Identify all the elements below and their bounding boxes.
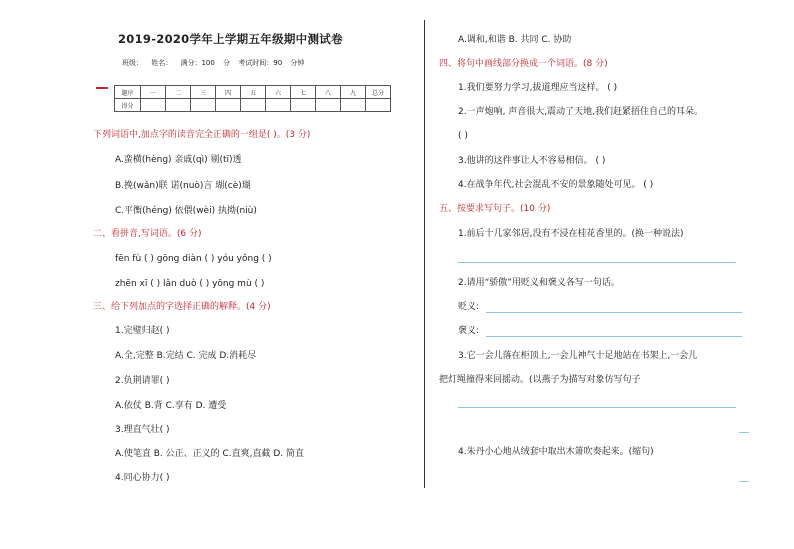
- q5-label-commendatory: 褒义:: [458, 326, 480, 336]
- q1-option-a: A.蛮横(hèng) 亲戚(qì) 剔(tī)透: [115, 155, 242, 165]
- score-input-cell[interactable]: [266, 99, 291, 112]
- q1-heading: 下列词语中,加点字的读音完全正确的一组是( )。(3 分): [93, 130, 311, 140]
- q2-pinyin-line-1: fēn fù ( ) gōng diàn ( ) yóu yǒng ( ): [115, 254, 272, 264]
- q3-item: 3.理直气壮( ): [115, 425, 170, 435]
- score-input-cell[interactable]: [191, 99, 216, 112]
- q2-heading: 二、看拼音,写词语。(6 分): [93, 229, 202, 239]
- q3-item: 2.负荆请罪( ): [115, 376, 170, 386]
- q4-answer-blank[interactable]: ( ): [458, 131, 468, 141]
- answer-line[interactable]: [739, 481, 749, 482]
- answer-line[interactable]: [458, 262, 736, 263]
- q4-item: 2.一声炮响, 声音很大,震动了天地,我们赶紧捂住自己的耳朵。: [458, 107, 704, 117]
- q4-item: 1.我们要努力学习,拔道理应当这样。 ( ): [458, 83, 618, 93]
- score-table: [114, 85, 391, 112]
- q3-item: A.使笔直 B. 公正、正义的 C.直爽,直截 D. 简直: [115, 449, 304, 459]
- section-marker: [96, 81, 109, 91]
- score-table-score-row: [115, 99, 391, 112]
- q3-item: 4.同心协力( ): [115, 473, 170, 483]
- q4-item: 4.在战争年代,社会混乱不安的景象随处可见。 ( ): [458, 180, 654, 190]
- score-input-cell[interactable]: [366, 99, 391, 112]
- score-input-cell[interactable]: [141, 99, 166, 112]
- q5-item: 2.请用“骄傲”用贬义和褒义各写一句话。: [458, 278, 620, 288]
- answer-line[interactable]: [739, 432, 749, 433]
- score-cell: 九: [341, 86, 366, 99]
- q1-option-c: C.平衡(héng) 依偎(wèi) 执拗(niù): [115, 206, 257, 216]
- exam-meta: 班级： 姓名： 满分：100 分 考试时间：90 分钟: [122, 59, 305, 67]
- q3-item: 1.完璧归赵( ): [115, 326, 170, 336]
- score-cell: 得分: [115, 99, 141, 112]
- score-input-cell[interactable]: [241, 99, 266, 112]
- q5-item: 3.它一会儿落在柜顶上,一会儿神气十足地站在书架上,一会儿: [458, 351, 698, 361]
- q4-heading: 四、将句中画线部分换成一个词语。(8 分): [439, 59, 608, 69]
- column-divider: [424, 20, 425, 488]
- score-cell: 七: [291, 86, 316, 99]
- q5-label-derogatory: 贬义:: [458, 302, 480, 312]
- score-input-cell[interactable]: [216, 99, 241, 112]
- score-cell: 总分: [366, 86, 391, 99]
- score-cell: 五: [241, 86, 266, 99]
- answer-line[interactable]: [486, 312, 742, 313]
- q5-item: 4.朱丹小心地从绒套中取出木箫吹奏起来。(缩句): [458, 447, 654, 457]
- exam-title: 2019-2020学年上学期五年级期中测试卷: [118, 32, 343, 46]
- q1-option-b: B.挽(wǎn)联 诺(nuò)言 瑚(cè)瑚: [115, 181, 251, 191]
- score-input-cell[interactable]: [291, 99, 316, 112]
- q3-options-continued: A.调和,和谐 B. 共同 C. 协助: [458, 35, 572, 45]
- q3-heading: 三、给下列加点的字选择正确的解释。(4 分): [93, 302, 271, 312]
- score-table-header-row: [115, 86, 391, 99]
- score-cell: 三: [191, 86, 216, 99]
- q3-item: A.全,完整 B.完结 C. 完成 D.消耗尽: [115, 351, 257, 361]
- score-cell: 二: [166, 86, 191, 99]
- score-cell: 八: [316, 86, 341, 99]
- score-cell: 一: [141, 86, 166, 99]
- q5-item: 1.前后十几家邻居,没有不浸在桂花香里的。(换一种说法): [458, 229, 684, 239]
- score-input-cell[interactable]: [316, 99, 341, 112]
- q2-pinyin-line-2: zhēn xī ( ) lǎn duò ( ) yōng mù ( ): [115, 279, 265, 289]
- score-cell: 题序: [115, 86, 141, 99]
- q5-item: 把灯绳撞得来回摇动。(以燕子为描写对象仿写句子: [439, 375, 641, 385]
- score-input-cell[interactable]: [166, 99, 191, 112]
- q3-item: A.依仗 B.背 C.享有 D. 遭受: [115, 401, 227, 411]
- answer-line[interactable]: [458, 407, 736, 408]
- score-cell: 六: [266, 86, 291, 99]
- score-cell: 四: [216, 86, 241, 99]
- q4-item: 3.他讲的这件事让人不容易相信。 ( ): [458, 156, 606, 166]
- score-input-cell[interactable]: [341, 99, 366, 112]
- q5-heading: 五、按要求写句子。(10 分): [439, 204, 551, 214]
- answer-line[interactable]: [486, 336, 742, 337]
